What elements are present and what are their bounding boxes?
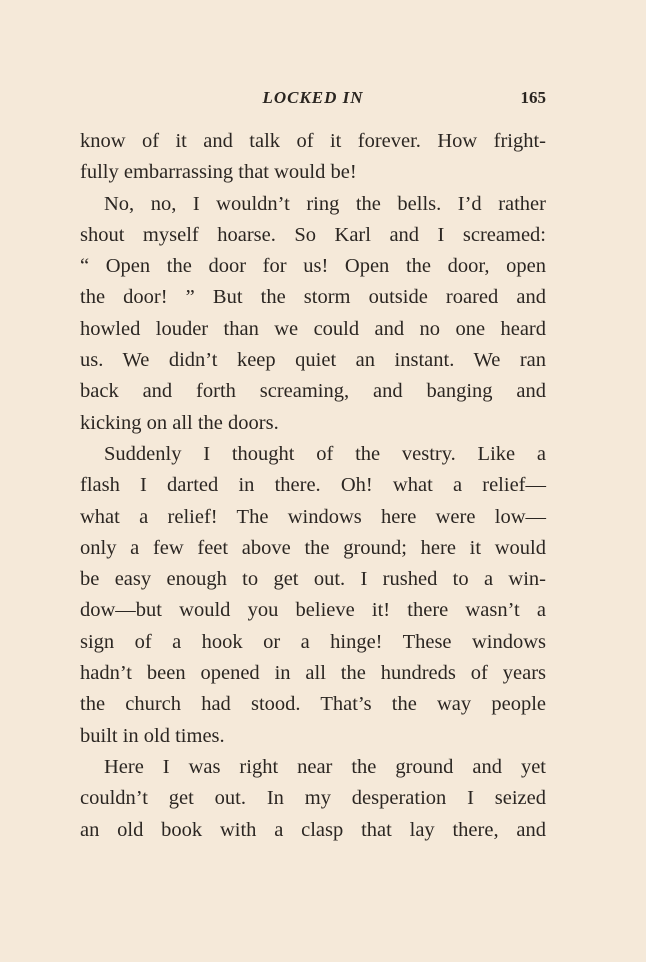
text-line: what a relief! The windows here were low— <box>80 505 546 528</box>
page-header <box>80 88 546 112</box>
text-line: shout myself hoarse. So Karl and I screamed: <box>80 223 546 246</box>
text-line: built in old times. <box>80 724 225 747</box>
text-line: dow—but would you believe it! there wasn’t a <box>80 599 546 622</box>
text-line: flash I darted in there. Oh! what a relief— <box>80 474 546 497</box>
text-line: the door! ” But the storm outside roared and <box>80 286 546 309</box>
text-line: back and forth screaming, and banging and <box>80 380 546 403</box>
text-line: only a few feet above the ground; here it would <box>80 536 546 559</box>
text-line: “ Open the door for us! Open the door, open <box>80 255 546 278</box>
text-line: sign of a hook or a hinge! These windows <box>80 630 546 653</box>
text-line: fully embarrassing that would be! <box>80 161 357 184</box>
page-number: 165 <box>520 88 546 107</box>
text-line: an old book with a clasp that lay there, and <box>80 818 546 841</box>
text-line: hadn’t been opened in all the hundreds of years <box>80 662 546 685</box>
text-line: howled louder than we could and no one heard <box>80 317 546 340</box>
text-line: know of it and talk of it forever. How fright- <box>80 130 546 152</box>
text-line: the church had stood. That’s the way people <box>80 693 546 716</box>
running-title: LOCKED IN <box>262 88 364 107</box>
text-line: us. We didn’t keep quiet an instant. We ran <box>80 349 546 372</box>
text-line: Here I was right near the ground and yet <box>104 755 546 778</box>
body-text <box>80 126 546 846</box>
text-line: kicking on all the doors. <box>80 411 279 434</box>
text-line: couldn’t get out. In my desperation I seized <box>80 787 546 810</box>
text-line: be easy enough to get out. I rushed to a win- <box>80 568 546 591</box>
text-line: Suddenly I thought of the vestry. Like a <box>104 442 546 465</box>
text-line: No, no, I wouldn’t ring the bells. I’d rather <box>104 192 546 215</box>
